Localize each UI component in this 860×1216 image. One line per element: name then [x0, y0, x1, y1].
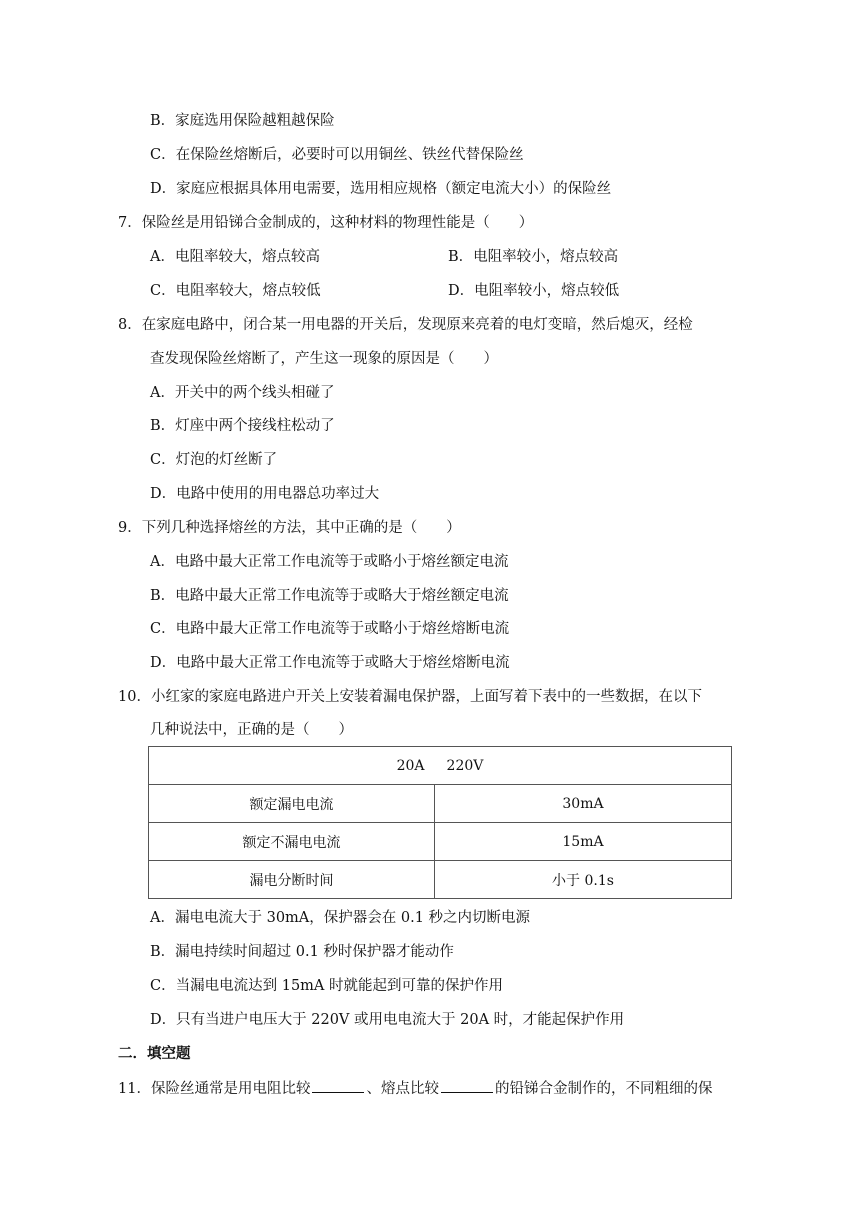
- option-label: B．: [150, 588, 176, 604]
- q9-option-d: [150, 653, 510, 673]
- option-text: 家庭应根据具体用电需要，选用相应规格（额定电流大小）的保险丝: [176, 181, 612, 197]
- answer-blank-1[interactable]: [312, 1077, 364, 1093]
- option-label: C．: [150, 452, 176, 468]
- q6-option-c: [150, 145, 524, 165]
- table-header-cell: [149, 747, 732, 785]
- q10-stem-line2: 几种说法中，正确的是（ ）: [150, 722, 353, 738]
- q9-option-c: [150, 619, 509, 639]
- answer-blank-2[interactable]: [441, 1077, 493, 1093]
- q11-text-part1: 11．保险丝通常是用电阻比较: [118, 1081, 311, 1097]
- q11-stem: [118, 1077, 712, 1099]
- q7-option-b: [448, 247, 618, 267]
- q10-option-b: [150, 942, 454, 962]
- q10-option-d: [150, 1010, 624, 1030]
- option-label: A．: [150, 385, 175, 401]
- option-text: 电阻率较小，熔点较高: [473, 249, 619, 265]
- q8-stem-line2: 查发现保险丝熔断了，产生这一现象的原因是（ ）: [150, 351, 498, 367]
- option-text: 漏电持续时间超过 0.1 秒时保护器才能动作: [175, 944, 454, 960]
- option-label: B．: [150, 113, 176, 129]
- option-text: 开关中的两个线头相碰了: [174, 385, 335, 401]
- table-cell-name: 额定不漏电电流: [149, 823, 435, 861]
- option-text: 电阻率较小，熔点较低: [474, 283, 620, 299]
- q8-option-a: [150, 383, 334, 403]
- q9-option-a: [150, 552, 508, 572]
- q6-option-b: [150, 111, 335, 131]
- table-row: [149, 861, 732, 899]
- option-label: B．: [448, 249, 474, 265]
- q7-stem: 7．保险丝是用铅锑合金制成的，这种材料的物理性能是（ ）: [118, 215, 534, 231]
- q10-stem-line1: 10．小红家的家庭电路进户开关上安装着漏电保护器，上面写着下表中的一些数据，在以下: [118, 689, 702, 705]
- q8-stem-line1: 8．在家庭电路中，闭合某一用电器的开关后，发现原来亮着的电灯变暗，然后熄灭，经检: [118, 317, 693, 333]
- option-text: 漏电电流大于 30mA，保护器会在 0.1 秒之内切断电源: [174, 910, 531, 926]
- option-label: A．: [150, 910, 175, 926]
- table-cell-value: 30mA: [435, 785, 732, 823]
- q8-option-d: [150, 484, 379, 504]
- option-text: 电路中最大正常工作电流等于或略小于熔丝额定电流: [174, 554, 509, 570]
- q11-text-part2: 、熔点比较: [366, 1081, 439, 1097]
- option-text: 电路中最大正常工作电流等于或略小于熔丝熔断电流: [175, 621, 510, 637]
- q10-option-c: [150, 976, 503, 996]
- option-label: B．: [150, 418, 176, 434]
- option-text: 灯泡的灯丝断了: [175, 452, 278, 468]
- q8-option-c: [150, 450, 277, 470]
- option-text: 灯座中两个接线柱松动了: [175, 418, 335, 434]
- option-text: 电路中最大正常工作电流等于或略大于熔丝熔断电流: [176, 655, 510, 671]
- option-label: B．: [150, 944, 176, 960]
- option-label: D．: [150, 181, 177, 197]
- q7-option-d: [448, 281, 619, 301]
- q11-text-part3: 的铅锑合金制作的，不同粗细的保: [494, 1081, 713, 1097]
- option-text: 电阻率较大，熔点较高: [174, 249, 320, 265]
- rated-current: 20A: [396, 757, 425, 774]
- option-text: 电阻率较大，熔点较低: [175, 283, 321, 299]
- option-label: D．: [150, 655, 177, 671]
- q8-option-b: [150, 416, 335, 436]
- option-label: C．: [150, 978, 176, 994]
- option-label: D．: [150, 1012, 177, 1028]
- table-cell-name: 额定漏电电流: [149, 785, 435, 823]
- q9-stem: 9．下列几种选择熔丝的方法，其中正确的是（ ）: [118, 520, 461, 536]
- table-cell-value: 15mA: [435, 823, 732, 861]
- q9-option-b: [150, 586, 509, 606]
- option-text: 电路中最大正常工作电流等于或略大于熔丝额定电流: [175, 588, 509, 604]
- q7-option-c: [150, 281, 321, 301]
- option-label: D．: [150, 486, 177, 502]
- rated-voltage: 220V: [446, 757, 484, 774]
- option-text: 当漏电电流达到 15mA 时就能起到可靠的保护作用: [175, 978, 503, 994]
- q10-option-a: [150, 908, 530, 928]
- table-cell-value: 小于 0.1s: [435, 861, 732, 899]
- table-cell-name: 漏电分断时间: [149, 861, 435, 899]
- table-row: [149, 785, 732, 823]
- option-label: C．: [150, 283, 176, 299]
- option-label: A．: [150, 249, 175, 265]
- q6-option-d: [150, 179, 611, 199]
- option-text: 家庭选用保险越粗越保险: [175, 113, 335, 129]
- option-text: 电路中使用的用电器总功率过大: [176, 486, 380, 502]
- option-label: C．: [150, 621, 176, 637]
- option-label: D．: [448, 283, 475, 299]
- table-row: [149, 823, 732, 861]
- spec-table: [148, 746, 732, 899]
- section-title: 二．填空题: [118, 1045, 191, 1062]
- table-header-row: [149, 747, 732, 785]
- option-text: 只有当进户电压大于 220V 或用电电流大于 20A 时，才能起保护作用: [176, 1012, 625, 1028]
- option-label: C．: [150, 147, 176, 163]
- option-text: 在保险丝熔断后，必要时可以用铜丝、铁丝代替保险丝: [175, 147, 524, 163]
- q7-option-a: [150, 247, 320, 267]
- option-label: A．: [150, 554, 175, 570]
